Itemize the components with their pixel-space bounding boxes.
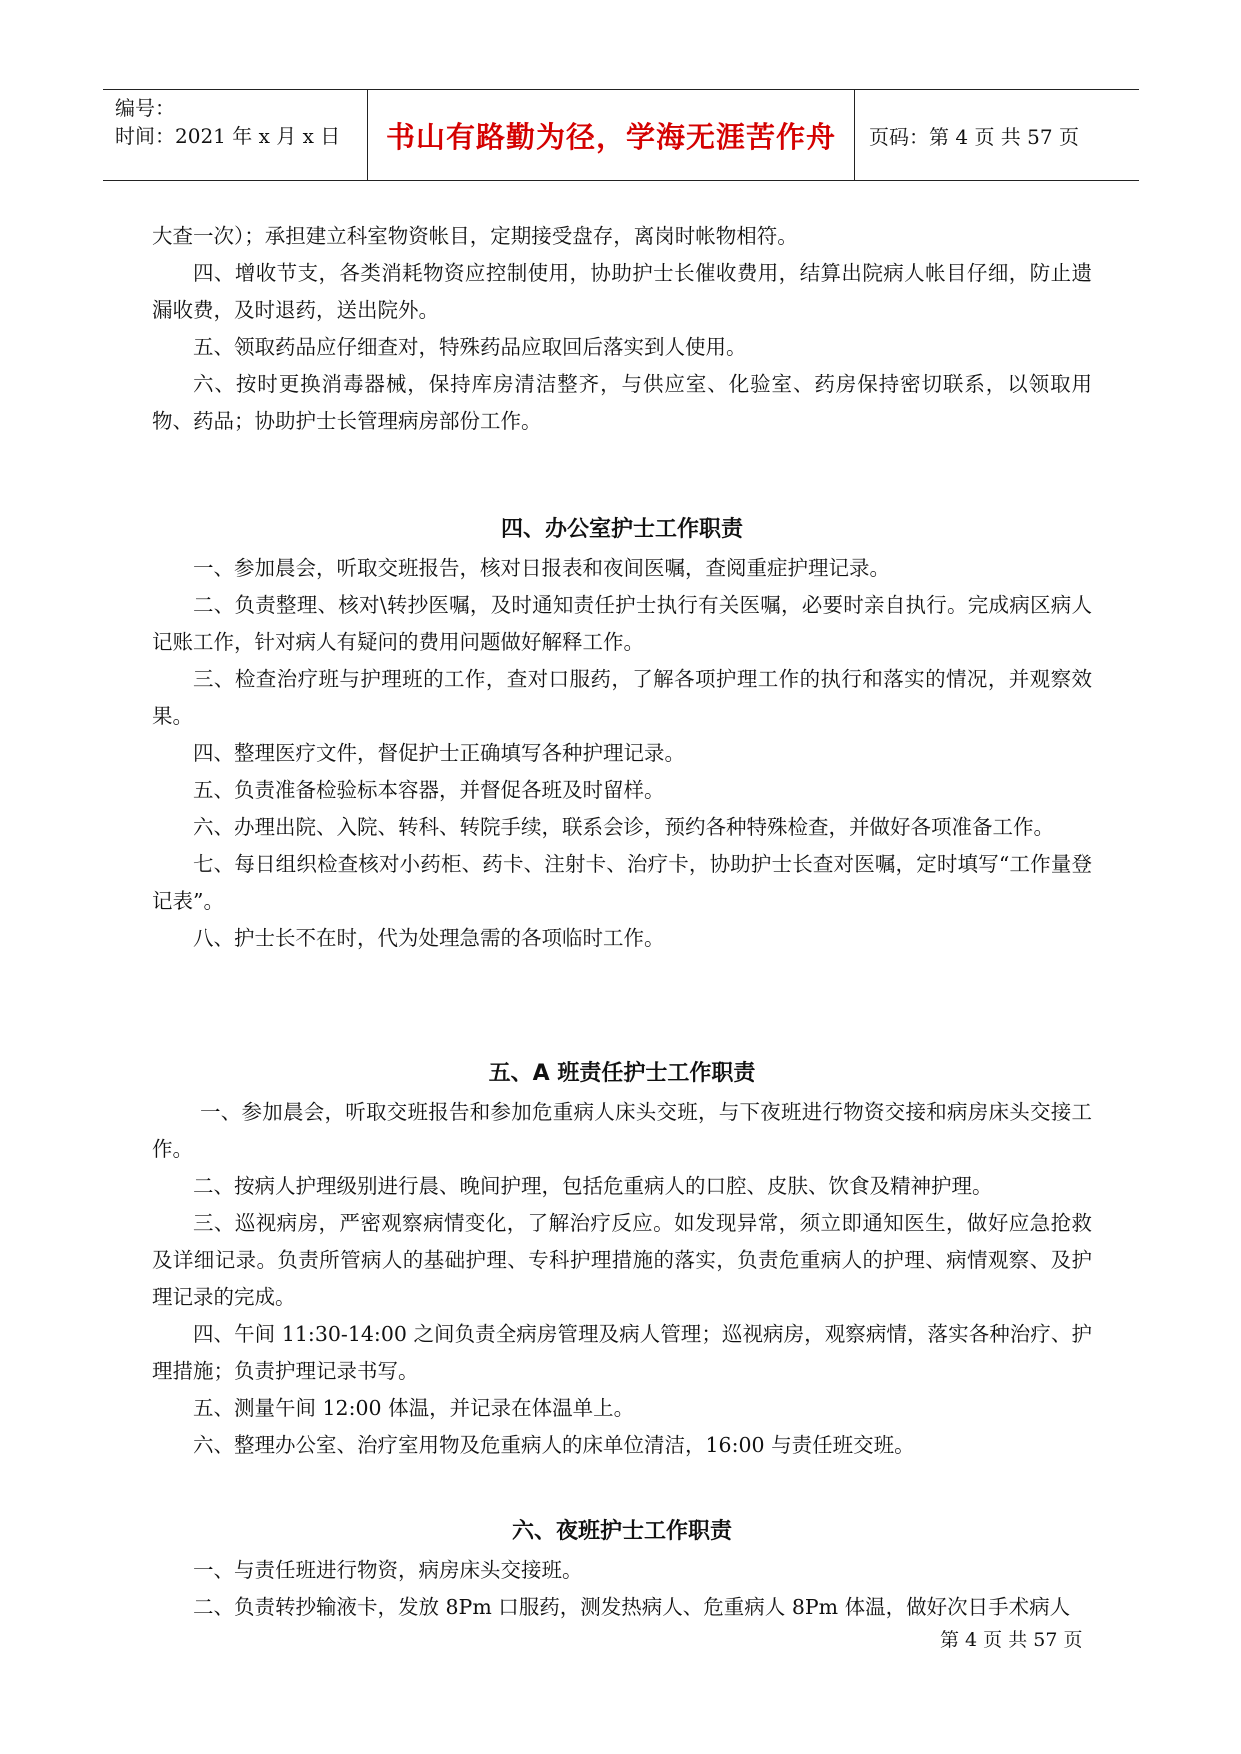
number-label: 编号： <box>115 96 175 120</box>
header-motto-cell <box>367 90 855 180</box>
page-header <box>103 89 1139 181</box>
paragraph: 三、检查治疗班与护理班的工作，查对口服药，了解各项护理工作的执行和落实的情况，并观察效果。 <box>152 667 1092 728</box>
paragraph: 五、测量午间 12:00 体温，并记录在体温单上。 <box>193 1396 635 1420</box>
paragraph: 八、护士长不在时，代为处理急需的各项临时工作。 <box>193 926 665 950</box>
time-label: 时间：2021 年 x 月 x 日 <box>115 124 341 148</box>
paragraph: 四、整理医疗文件，督促护士正确填写各种护理记录。 <box>193 741 685 765</box>
paragraph: 五、负责准备检验标本容器，并督促各班及时留样。 <box>193 778 665 802</box>
paragraph: 一、与责任班进行物资，病房床头交接班。 <box>193 1558 583 1582</box>
paragraph: 二、按病人护理级别进行晨、晚间护理，包括危重病人的口腔、皮肤、饮食及精神护理。 <box>193 1174 993 1198</box>
paragraph: 三、巡视病房，严密观察病情变化，了解治疗反应。如发现异常，须立即通知医生，做好应急抢救及详细记录。负责所管病人的基础护理、专科护理措施的落实，负责危重病人的护理、病情观察、及护理记录的完成。 <box>152 1211 1092 1309</box>
paragraph: 四、增收节支，各类消耗物资应控制使用，协助护士长催收费用，结算出院病人帐目仔细，防止遗漏收费，及时退药，送出院外。 <box>152 261 1092 322</box>
page-code: 页码：第 4 页 共 57 页 <box>869 124 1079 149</box>
paragraph: 二、负责整理、核对\转抄医嘱，及时通知责任护士执行有关医嘱，必要时亲自执行。完成病区病人记账工作，针对病人有疑问的费用问题做好解释工作。 <box>152 593 1092 654</box>
header-meta <box>103 90 367 180</box>
header-page-cell <box>855 90 1139 180</box>
paragraph: 四、午间 11:30-14:00 之间负责全病房管理及病人管理；巡视病房，观察病情，落实各种治疗、护理措施；负责护理记录书写。 <box>152 1322 1092 1383</box>
paragraph: 七、每日组织检查核对小药柜、药卡、注射卡、治疗卡，协助护士长查对医嘱，定时填写“工作量登记表”。 <box>152 852 1092 913</box>
section-title: 四、办公室护士工作职责 <box>500 517 743 542</box>
paragraph: 一、参加晨会，听取交班报告和参加危重病人床头交班，与下夜班进行物资交接和病房床头交接工作。 <box>152 1100 1092 1161</box>
section-office-nurse <box>152 510 1092 957</box>
paragraph: 五、领取药品应仔细查对，特殊药品应取回后落实到人使用。 <box>193 335 747 359</box>
paragraph: 二、负责转抄输液卡，发放 8Pm 口服药，测发热病人、危重病人 8Pm 体温，做好次日手术病人 <box>193 1595 1071 1619</box>
section-title: 五、A 班责任护士工作职责 <box>488 1061 756 1086</box>
page-footer: 第 4 页 共 57 页 <box>940 1629 1083 1651</box>
duty-list-continued <box>152 218 1092 440</box>
section-title: 六、夜班护士工作职责 <box>511 1519 732 1544</box>
paragraph: 一、参加晨会，听取交班报告，核对日报表和夜间医嘱，查阅重症护理记录。 <box>193 556 890 580</box>
motto: 书山有路勤为径，学海无涯苦作舟 <box>385 119 836 154</box>
paragraph: 大查一次）；承担建立科室物资帐目，定期接受盘存，离岗时帐物相符。 <box>152 224 798 248</box>
section-night-nurse <box>152 1512 1092 1626</box>
paragraph: 六、办理出院、入院、转科、转院手续，联系会诊，预约各种特殊检查，并做好各项准备工作。 <box>193 815 1054 839</box>
paragraph: 六、按时更换消毒器械，保持库房清洁整齐，与供应室、化验室、药房保持密切联系，以领取用物、药品；协助护士长管理病房部份工作。 <box>152 372 1092 433</box>
section-a-shift-nurse <box>152 1054 1092 1464</box>
paragraph: 六、整理办公室、治疗室用物及危重病人的床单位清洁，16:00 与责任班交班。 <box>193 1433 915 1457</box>
